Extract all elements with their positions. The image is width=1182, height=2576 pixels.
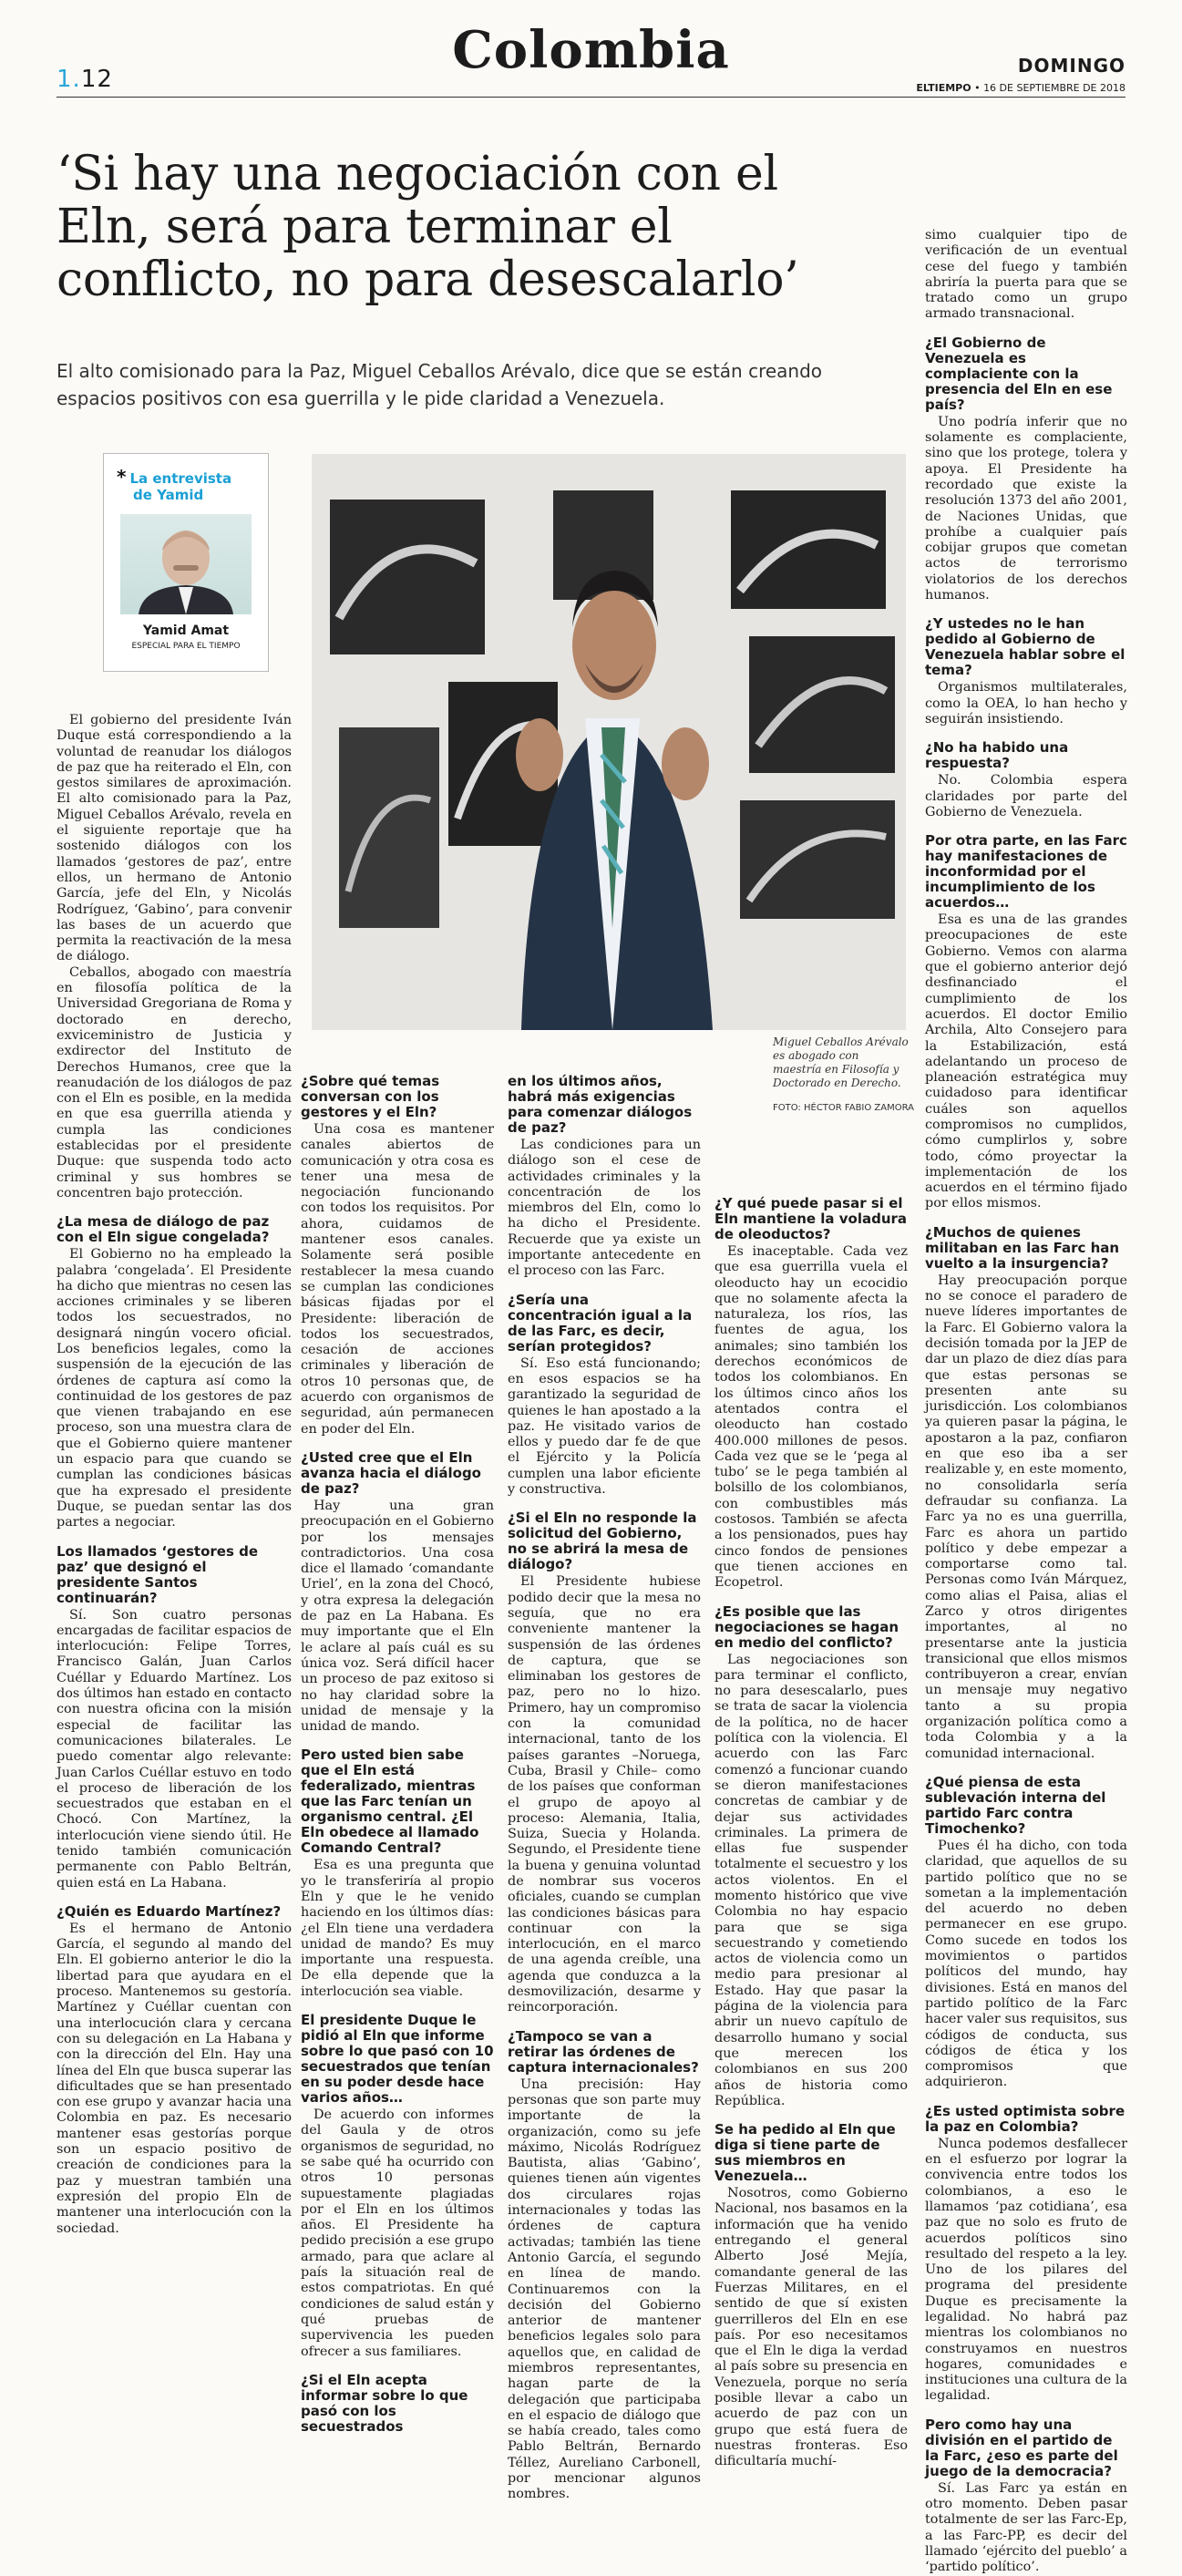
deck: El alto comisionado para la Paz, Miguel Ceballos Arévalo, dice que se están creando espacios positivos con esa guerrilla y le pide claridad a Venezuela.	[57, 360, 823, 409]
question-heading: ¿La mesa de diálogo de paz con el Eln sigue congelada?	[57, 1213, 270, 1246]
column-5	[925, 228, 1127, 2576]
question-heading: ¿Sobre qué temas conversan con los gestores y el Eln?	[301, 1073, 440, 1120]
question-heading: en los últimos años, habrá más exigencias para comenzar diálogos de paz?	[508, 1073, 693, 1136]
author-box	[103, 453, 269, 672]
question-heading: Se ha pedido al Eln que diga si tiene parte de sus miembros en Venezuela…	[714, 2121, 896, 2185]
paragraph: Esa es una pregunta que yo le transferiría al propio Eln y que le he venido haciendo en los últimos días: ¿el Eln tiene una verdadera unidad de mando? Es muy importante una respuesta. De ella depende que la interlocución sea viable.	[301, 1858, 494, 1999]
question-heading: ¿Usted cree que el Eln avanza hacia el diálogo de paz?	[301, 1448, 481, 1497]
author-name: Yamid Amat	[142, 623, 230, 638]
question-heading: ¿Tampoco se van a retirar las órdenes de captura internacionales?	[508, 2027, 699, 2076]
question-heading: ¿Qué piensa de esta sublevación interna del partido Farc contra Timochenko?	[925, 1773, 1106, 1837]
question-heading: ¿Si el Eln acepta informar sobre lo que pasó con los secuestrados	[301, 2371, 468, 2435]
paragraph: Hay preocupación porque no se conoce el paradero de nueve líderes importantes de la Farc. El Gobierno valora la decisión tomada por la JEP de dar un plazo de diez días para que estas personas se presenten ante su jurisdicción. Los colombianos ya quieren pasar la página, le apostaron a la paz, confiaron en que eso iba a ser realizable y, en este momento, no consolidarla sería defraudar su confianza. La Farc ya no es una guerrilla, Farc es ahora un partido político y debe empezar a comportarse como tal. Personas como Iván Márquez, como alias el Paisa, alias el Zarco y otros dirigentes importantes, al no presentarse ante la justicia transicional que ellos mismos contribuyeron a crear, envían un mensaje muy negativo tanto a su propia organización política como a toda Colombia y a la comunidad internacional.	[925, 1273, 1127, 1761]
weekday: DOMINGO	[1017, 55, 1125, 77]
paragraph: Nosotros, como Gobierno Nacional, nos basamos en la información que ha venido entregando el general Alberto José Mejía, comandante general de las Fuerzas Militares, en el sentido de que sí existen guerrilleros del Eln en ese país. Por eso necesitamos que el Eln le diga la verdad al país sobre su presencia en Venezuela, porque no sería posible llevar a cabo un acuerdo de paz con un grupo que está fuera de nuestras fronteras. Eso dificultaría muchí-	[714, 2186, 908, 2469]
paragraph: Uno podría inferir que no solamente es complaciente, sino que los protege, tolera y apoya. El Presidente ha recordado que existe la resolución 1373 del año 2001, de Naciones Unidas, que prohíbe a cualquier país cobijar grupos que cometan actos de terrorismo violatorios de los derechos humanos.	[925, 414, 1127, 603]
question-heading: ¿Es usted optimista sobre la paz en Colombia?	[925, 2102, 1125, 2135]
question-heading: ¿Sería una concentración igual a la de las Farc, es decir, serían protegidos?	[508, 1291, 693, 1355]
question-heading: ¿Si el Eln no responde la solicitud del Gobierno, no se abrirá la mesa de diálogo?	[508, 1510, 697, 1573]
paragraph: Esa es una de las grandes preocupaciones de este Gobierno. Vemos con alarma que el gobierno anterior dejó desfinanciado el cumplimiento de los acuerdos. El doctor Emilio Archila, Alto Consejero para la Estabilización, está adelantando un proceso de planeación estratégica muy cuidadoso para identificar cuáles son aquellos compromisos no cumplidos, cómo cumplirlos y, sobre todo, cómo proyectar la implementación de los acuerdos en el término fijado por ellos mismos.	[925, 912, 1127, 1211]
paragraph: De acuerdo con informes del Gaula y de otros organismos de seguridad, no se sabe qué ha ocurrido con otros 10 personas supuestamente plagiadas por el Eln en los últimos años. El Presidente ha pedido precisión a ese grupo armado, para que aclare al país la situación real de estos compatriotas. En qué condiciones de salud están y qué pruebas de supervivencia les pueden ofrecer a sus familiares.	[301, 2107, 494, 2359]
paragraph: simo cualquier tipo de verificación de un eventual cese del fuego y también abriría la puerta para que se tratado como un grupo armado transnacional.	[925, 228, 1127, 322]
question-heading: ¿Y qué puede pasar si el Eln mantiene la voladura de oleoductos?	[714, 1195, 908, 1242]
author-photo	[120, 514, 252, 614]
dateline: ELTIEMPO • 16 DE SEPTIEMBRE DE 2018	[916, 82, 1125, 94]
paragraph: Nunca podemos desfallecer en el esfuerzo por lograr la convivencia entre todos los colombianos, a eso le llamamos ‘paz cotidiana’, esa paz que no solo es fruto de acuerdos políticos sino resultado del respeto a la ley. Uno de los pilares del programa del presidente Duque es precisamente la legalidad. No habrá paz mientras los colombianos no construyamos en nuestros hogares, comunidades e instituciones una cultura de la legalidad.	[925, 2136, 1127, 2404]
paragraph: No. Colombia espera claridades por parte del Gobierno de Venezuela.	[925, 773, 1127, 819]
column-3	[508, 1074, 701, 2503]
paragraph: Las condiciones para un diálogo son el cese de actividades criminales y la concentración de los miembros del Eln, como lo ha dicho el Presidente. Recuerde que ya existe un importante antecedente en el proceso con las Farc.	[508, 1138, 701, 1279]
paragraph: Pues él ha dicho, con toda claridad, que aquellos de su partido político que no se sometan a la implementación del acuerdo no deben permanecer en ese grupo. Como sucede en todos los movimientos o partidos políticos del mundo, hay divisiones. Está en manos del partido político de la Farc hacer valer sus requisitos, sus códigos de conducta, sus códigos de ética y los compromisos que adquirieron.	[925, 1838, 1127, 2090]
question-heading: ¿Es posible que las negociaciones se hagan en medio del conflicto?	[714, 1602, 899, 1651]
asterisk-icon: *	[117, 466, 127, 488]
paragraph: El Gobierno no ha empleado la palabra ‘congelada’. El Presidente ha dicho que mientras no cesen las acciones criminales y se liberen todos los secuestrados, no designará ningún vocero oficial. Los beneficios legales, como la suspensión de la ejecución de las órdenes de captura así como la continuidad de los gestores de paz que vienen trabajando en ese proceso, son una muestra clara de que el Gobierno quiere mantener un espacio para que cuando se cumplan las condiciones básicas que ha expresado el presidente Duque, se puedan sentar las dos partes a negociar.	[57, 1247, 292, 1530]
question-heading: Los llamados ‘gestores de paz’ que designó el presidente Santos continuarán?	[57, 1542, 259, 1606]
paragraph: El gobierno del presidente Iván Duque está correspondiendo a la voluntad de reanudar los diálogos de paz que ha reiterado el Eln, con gestos similares de aproximación. El alto comisionado para la Paz, Miguel Ceballos Arévalo, revela en el siguiente reportaje que ha sostenido diálogos con los llamados ‘gestores de paz’, entre ellos, un hermano de Antonio García, jefe del Eln, y Nicolás Rodríguez, ‘Gabino’, para convenir las bases de un acuerdo que permita la reactivación de la mesa de diálogo.	[57, 713, 292, 964]
paragraph: Una precisión: Hay personas que son parte muy importante de la organización, como su jefe máximo, Nicolás Rodríguez Bautista, alias ‘Gabino’, quienes tienen aún vigentes dos circulares rojas internacionales y todas las órdenes de captura activadas; también las tiene Antonio García, el segundo en línea de mando. Continuaremos con la decisión del Gobierno anterior de mantener beneficios legales solo para aquellos que, en calidad de miembros representantes, hagan parte de la delegación que participaba en el espacio de diálogo que se había creado, tales como Pablo Beltrán, Bernardo Téllez, Aureliano Carbonell, por mencionar algunos nombres.	[508, 2076, 701, 2502]
photo-credit: FOTO: HÉCTOR FABIO ZAMORA	[773, 1103, 915, 1113]
headline: ‘Si hay una negociación con el Eln, será para terminar el conflicto, no para desescalarlo’	[57, 147, 799, 307]
question-heading: ¿Y ustedes no le han pedido al Gobierno de Venezuela hablar sobre el tema?	[925, 615, 1125, 679]
interview-tag: * La entrevista de Yamid	[117, 466, 232, 503]
paragraph: Hay una gran preocupación en el Gobierno por los mensajes contradictorios. Una cosa dice el llamado ‘comandante Uriel’, en la zona del Chocó, y otra expresa la delegación de paz en La Habana. Es muy importante que el Eln le aclare al país cuál es su única voz. Será difícil hacer un proceso de paz exitoso si no hay claridad sobre la unidad de mensaje y la unidad de mando.	[301, 1498, 494, 1735]
column-4	[714, 1196, 908, 2469]
header-rule	[57, 97, 1125, 98]
main-photo	[312, 454, 906, 1030]
column-1	[57, 713, 292, 2237]
section-title: Colombia	[452, 20, 730, 80]
paragraph: Sí. Eso está funcionando; en esos espacios se ha garantizado la seguridad de quienes le han apostado a la paz. He visitado varios de ellos y puedo dar fe de que el Ejército y la Policía cumplen una labor eficiente y constructiva.	[508, 1355, 701, 1498]
paragraph: Sí. Son cuatro personas encargadas de facilitar espacios de interlocución: Felipe Torres, Francisco Galán, Juan Carlos Cuéllar y Eduardo Martínez. Los dos últimos han estado en contacto con nuestra oficina con la misión especial de facilitar las comunicaciones bilaterales. Le puedo comentar algo relevante: Juan Carlos Cuéllar estuvo en todo el proceso de liberación de los secuestrados que estaban en el Chocó. Con Martínez, la interlocución viene siendo útil. He tenido también comunicación permanente con Pablo Beltrán, quien está en La Habana.	[57, 1607, 292, 1891]
question-heading: ¿Quién es Eduardo Martínez?	[57, 1902, 282, 1920]
paragraph: Sí. Las Farc ya están en otro momento. Deben pasar totalmente de ser las Farc-Ep, a las Farc-PP, es decir del llamado ‘ejército del pueblo’ a ‘partido político’.	[925, 2480, 1127, 2575]
paragraph: Es el hermano de Antonio García, el segundo al mando del Eln. El gobierno anterior le dio la libertad para que ayudara en el proceso. Mantenemos su gestoría. Martínez y Cuéllar cuentan con una interlocución clara y cercana con su delegación en La Habana y con la dirección del Eln. Hay una línea del Eln que busca superar las dificultades que se han presentado con ese grupo y avanzar hacia una Colombia en paz. Es necesario mantener esas gestorías porque son un espacio positivo de creación de condiciones para la paz y muestran también una expresión del propio Eln de mantener una interlocución con la sociedad.	[57, 1921, 292, 2236]
date: 16 DE SEPTIEMBRE DE 2018	[983, 82, 1125, 94]
paragraph: Organismos multilaterales, como la OEA, lo han hecho y seguirán insistiendo.	[925, 680, 1127, 726]
question-heading: Pero como hay una división en el partido de la Farc, ¿eso es parte del juego de la democracia?	[925, 2416, 1118, 2479]
brand: ELTIEMPO	[916, 82, 971, 94]
paragraph: Ceballos, abogado con maestría en filosofía política de la Universidad Gregoriana de Roma y doctorado en derecho, exviceministro de Justicia y exdirector del Instituto de Derechos Humanos, cree que la reanudación de los diálogos de paz con el Eln es posible, en la medida en que esa guerrilla atienda y cumpla las condiciones establecidas por el presidente Duque: que suspenda todo acto criminal y sus hombres se concentren bajo protección.	[57, 964, 292, 1200]
question-heading: ¿El Gobierno de Venezuela es complaciente con la presencia del Eln en ese país?	[925, 334, 1113, 413]
author-role: ESPECIAL PARA EL TIEMPO	[131, 642, 241, 651]
question-heading: El presidente Duque le pidió al Eln que informe sobre lo que pasó con 10 secuestrados que tenían en su poder desde hace varios años…	[301, 2012, 494, 2107]
paragraph: El Presidente hubiese podido decir que la mesa no seguía, que no era conveniente mantener la suspensión de las órdenes de captura, que se eliminaban los gestores de paz, pero no lo hizo. Primero, hay un compromiso con la comunidad internacional, tanto de los países garantes –Noruega, Cuba, Brasil y Chile– como de los países que conforman el grupo de apoyo al proceso: Alemania, Italia, Suiza, Suecia y Holanda. Segundo, el Presidente tiene la buena y genuina voluntad de nombrar sus voceros oficiales, cuando se cumplan las condiciones básicas para continuar con la interlocución, en el marco de una agenda creíble, una agenda que conduzca a la desmovilización, desarme y reincorporación.	[508, 1574, 701, 2015]
photo-caption: Miguel Ceballos Arévalo es abogado con maestría en Filosofía y Doctorado en Derecho.	[773, 1036, 909, 1089]
column-2	[301, 1074, 494, 2437]
paragraph: Las negociaciones son para terminar el conflicto, no para desescalarlo, pues se trata de sacar la violencia de la política, no de hacer política con la violencia. El acuerdo con las Farc comenzó a funcionar cuando se dieron manifestaciones concretas de cambiar y de dejar sus actividades criminales. La primera de ellas fue suspender totalmente el secuestro y los actos violentos. En el momento histórico que vive Colombia no hay espacio para que se siga secuestrando y cometiendo actos de violencia como un medio para presionar al Estado. Hay que pasar la página de la violencia para abrir un nuevo capítulo de desarrollo humano y social que merecen los colombianos en sus 200 años de historia como República.	[714, 1652, 908, 2108]
paragraph: Es inaceptable. Cada vez que esa guerrilla vuela el oleoducto hay un ecocidio que no solamente afecta la naturaleza, los ríos, las fuentes de agua, los animales; sino también los derechos económicos de todos los colombianos. En los últimos cinco años los atentados contra el oleoducto han costado 400.000 millones de pesos. Cada vez que se le ‘pega al tubo’ se le pega también al bolsillo de los colombianos, con combustibles más costosos. También se afecta a los pensionados, pues hay cinco fondos de pensiones que tienen acciones en Ecopetrol.	[714, 1244, 908, 1591]
page-number: 1.12	[57, 66, 113, 93]
question-heading: Pero usted bien sabe que el Eln está federalizado, mientras que las Farc tenían un organismo central. ¿El Eln obedece al llamado Comando Central?	[301, 1747, 479, 1857]
question-heading: ¿Muchos de quienes militaban en las Farc han vuelto a la insurgencia?	[925, 1223, 1120, 1272]
paragraph: Una cosa es mantener canales abiertos de comunicación y otra cosa es tener una mesa de negociación funcionando con todos los requisitos. Por ahora, cuidamos de mantener esos canales. Solamente será posible restablecer la mesa cuando se cumplan las condiciones básicas fijadas por el Presidente: liberación de todos los secuestrados, cesación de acciones criminales y liberación de otros 10 personas que, de acuerdo con organismos de seguridad, aún permanecen en poder del Eln.	[301, 1122, 494, 1437]
question-heading: Por otra parte, en las Farc hay manifestaciones de inconformidad por el incumplimiento de los acuerdos…	[925, 832, 1127, 912]
question-heading: ¿No ha habido una respuesta?	[925, 739, 1069, 772]
